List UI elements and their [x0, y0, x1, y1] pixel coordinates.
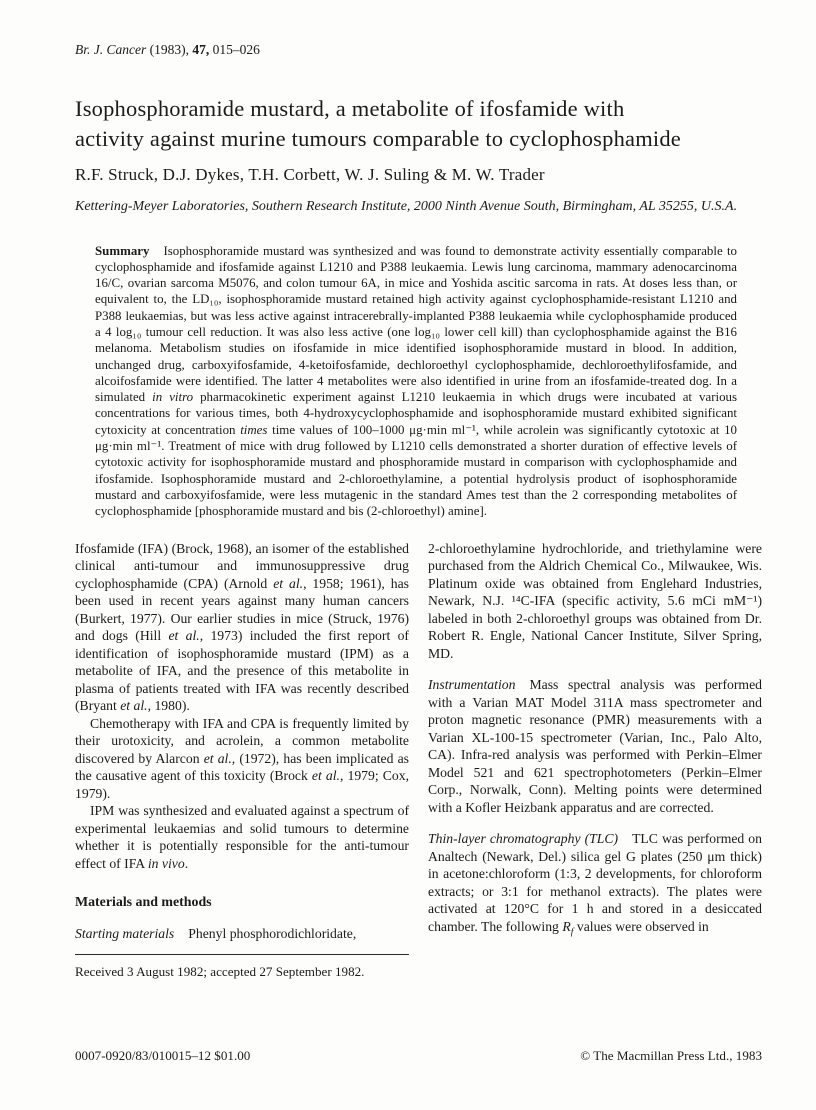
text-run: pharmacokinetic experiment against L1210 leukaemia in which drugs were incubated at various concentrations for various times, both 4-hydroxycyclophosphamide and isophosphoramide mustard exhibited significant cytoxicity at concentration — [95, 390, 737, 437]
text-run: Phenyl phosphorodichloridate, — [188, 925, 357, 941]
text-run: et al. — [168, 628, 200, 644]
left-column — [75, 540, 409, 981]
intro-paragraph-3 — [75, 802, 409, 872]
text-run: 015–026 — [209, 42, 260, 57]
authors-line: R.F. Struck, D.J. Dykes, T.H. Corbett, W. J. Suling & M. W. Trader — [75, 165, 545, 184]
text-run: et al. — [120, 698, 148, 714]
paper-title: Isophosphoramide mustard, a metabolite of ifosfamide with activity against murine tumours comparable to cyclophosphamide — [75, 96, 681, 151]
summary-paragraph — [95, 243, 737, 520]
text-run: Isophosphoramide mustard was synthesized and was found to demonstrate activity essentially comparable to cyclophosphamide and ifosfamide against L1210 and P388 leukaemia. Lewis lung carcinoma, mammary adenocarcinoma 16/C, ovarian sarcoma M5076, and colon tumour 6A, in mice and Yoshida ascitic sarcoma in rats. At doses less than, or equivalent to, the LD₁₀, isophosphoramide mustard retained high activity against cyclophosphamide-resistant L1210 and P388 leukaemias, but was less active against intracerebrally-implanted P388 leukaemia while cyclophosphamide produced a 4 log₁₀ tumour cell reduction. It was also less active (one log₁₀ lower cell kill) than cyclophosphamide against the B16 melanoma. Metabolism studies on ifosfamide in mice identified isophosphoramide mustard in blood. In addition, unchanged drug, carboxyifosfamide, 4-ketoifosfamide, dechloroethyl cyclophosphamide, dechloroethylifosfamide, and alcoifosfamide were identified. The latter 4 metabolites were also identified in urine from an ifosfamide-treated dog. In a simulated — [95, 243, 737, 405]
right-column — [428, 540, 762, 981]
text-run: 2-chloroethylamine hydrochloride, and triethylamine were purchased from the Aldrich Chemical Co., Milwaukee, Wis. Platinum oxide was obtained from Englehard Industries, Newark, N.J. ¹⁴C-IFA (specific activity, 5.6 mCi mM⁻¹) labeled in both 2-chloroethyl groups was obtained from Dr. Robert R. Engle, National Cancer Institute, Silver Spring, MD. — [428, 540, 762, 661]
text-run: , 1958; 1961), has been used in recent years against many human cancers (Burkert, 1977). Our earlier studies in mice (Struck, 1976) and dogs (Hill — [75, 575, 410, 644]
text-run: times — [240, 422, 268, 437]
text-run: , 1973) included the first report of identification of isophosphoramide mustard (IPM) as a metabolite of IFA, and the presence of this metabolite in plasma of patients treated with IFA was recently described (Bryant — [75, 628, 409, 714]
text-run: Chemotherapy with IFA and CPA is frequently limited by their urotoxicity, and acrolein, a common metabolite discovered by Alarcon — [75, 715, 409, 766]
intro-paragraph-2 — [75, 715, 409, 803]
tlc-paragraph — [428, 830, 762, 941]
text-run: et al., — [203, 750, 236, 766]
text-run: IPM was synthesized and evaluated against a spectrum of experimental leukaemias and solid tumours to determine whether it is potentially responsible for the anti-tumour effect of IFA — [75, 803, 409, 871]
text-run: et al. — [273, 575, 304, 591]
text-run: , 1979; Cox, 1979). — [75, 768, 409, 801]
text-run: Mass spectral analysis was performed with a Varian MAT Model 311A mass spectrometer and proton magnetic resonance (PMR) measurements with a Varian XL-100-15 spectrometer (Varian, Inc., Palo Alto, CA). Infra-red analysis was performed with Perkin–Elmer Model 521 and 621 spectrophotometers (Perkin–Elmer Corp., Norwalk, Conn). Melting points were determined with a Kofler Heizbank apparatus and are corrected. — [428, 677, 762, 815]
footer-issn-price: 0007-0920/83/010015–12 $01.00 — [75, 1048, 251, 1063]
text-run: (1983), — [146, 42, 193, 57]
materials-methods-heading: Materials and methods — [75, 895, 212, 911]
text-run: Thin-layer chromatography (TLC) — [428, 831, 619, 847]
journal-citation — [75, 42, 762, 58]
footer-copyright: © The Macmillan Press Ltd., 1983 — [580, 1048, 762, 1063]
text-run: . — [184, 855, 189, 871]
chemicals-paragraph — [428, 540, 762, 663]
page-footer — [75, 1048, 762, 1064]
text-run: f — [570, 926, 574, 938]
affiliation-line: Kettering-Meyer Laboratories, Southern Research Institute, 2000 Ninth Avenue South, Birmingham, AL 35255, U.S.A. — [75, 199, 738, 214]
text-run: Ifosfamide (IFA) (Brock, 1968), an isomer of the established clinical anti-tumour and immunosuppressive drug cyclophosphamide (CPA) (Arnold — [75, 540, 409, 591]
text-run: (1972), has been implicated as the causative agent of this toxicity (Brock — [75, 750, 409, 784]
text-run: et al. — [311, 768, 340, 784]
text-run: , 1980). — [147, 698, 190, 714]
text-run: time values of 100–1000 μg·min ml⁻¹, while acrolein was significantly cytotoxic at 10 μg·min ml⁻¹. Treatment of mice with drug followed by L1210 cells demonstrated a shorter duration of effective levels of cytotoxic activity for isophosphoramide mustard and phosphoramide mustard in comparison with cyclophosphamide and ifosfamide. Isophosphoramide mustard and 2-chloroethylamine, a potential hydrolysis product of isophosphoramide mustard and carboxyifosfamide, were less mutagenic in the standard Ames test than the 2 corresponding metabolites of cyclophosphamide [phosphoramide mustard and bis (2-chloroethyl) amine]. — [95, 422, 737, 519]
text-run: Br. J. Cancer — [75, 42, 147, 57]
text-run: 47, — [192, 42, 210, 57]
received-accepted-note: Received 3 August 1982; accepted 27 September 1982. — [75, 954, 409, 981]
text-run: Summary — [95, 243, 150, 258]
text-run: values were observed in — [573, 918, 709, 934]
text-run: R — [562, 918, 571, 934]
text-run: Starting materials — [75, 925, 175, 941]
text-run: in vivo — [147, 855, 185, 871]
intro-paragraph-1 — [75, 540, 409, 715]
starting-materials-paragraph — [75, 925, 409, 943]
text-run: in vitro — [152, 390, 194, 405]
instrumentation-paragraph — [428, 676, 762, 816]
text-run: Instrumentation — [428, 677, 516, 693]
body-columns — [75, 540, 762, 981]
text-run: TLC was performed on Analtech (Newark, Del.) silica gel G plates (250 μm thick) in acetone:chloroform (1:3, 2 developments, for chloroform extracts; or 3:1 for methanol extracts). The plates were activated at 120°C for 1 h and stored in a desiccated chamber. The following — [428, 831, 762, 934]
